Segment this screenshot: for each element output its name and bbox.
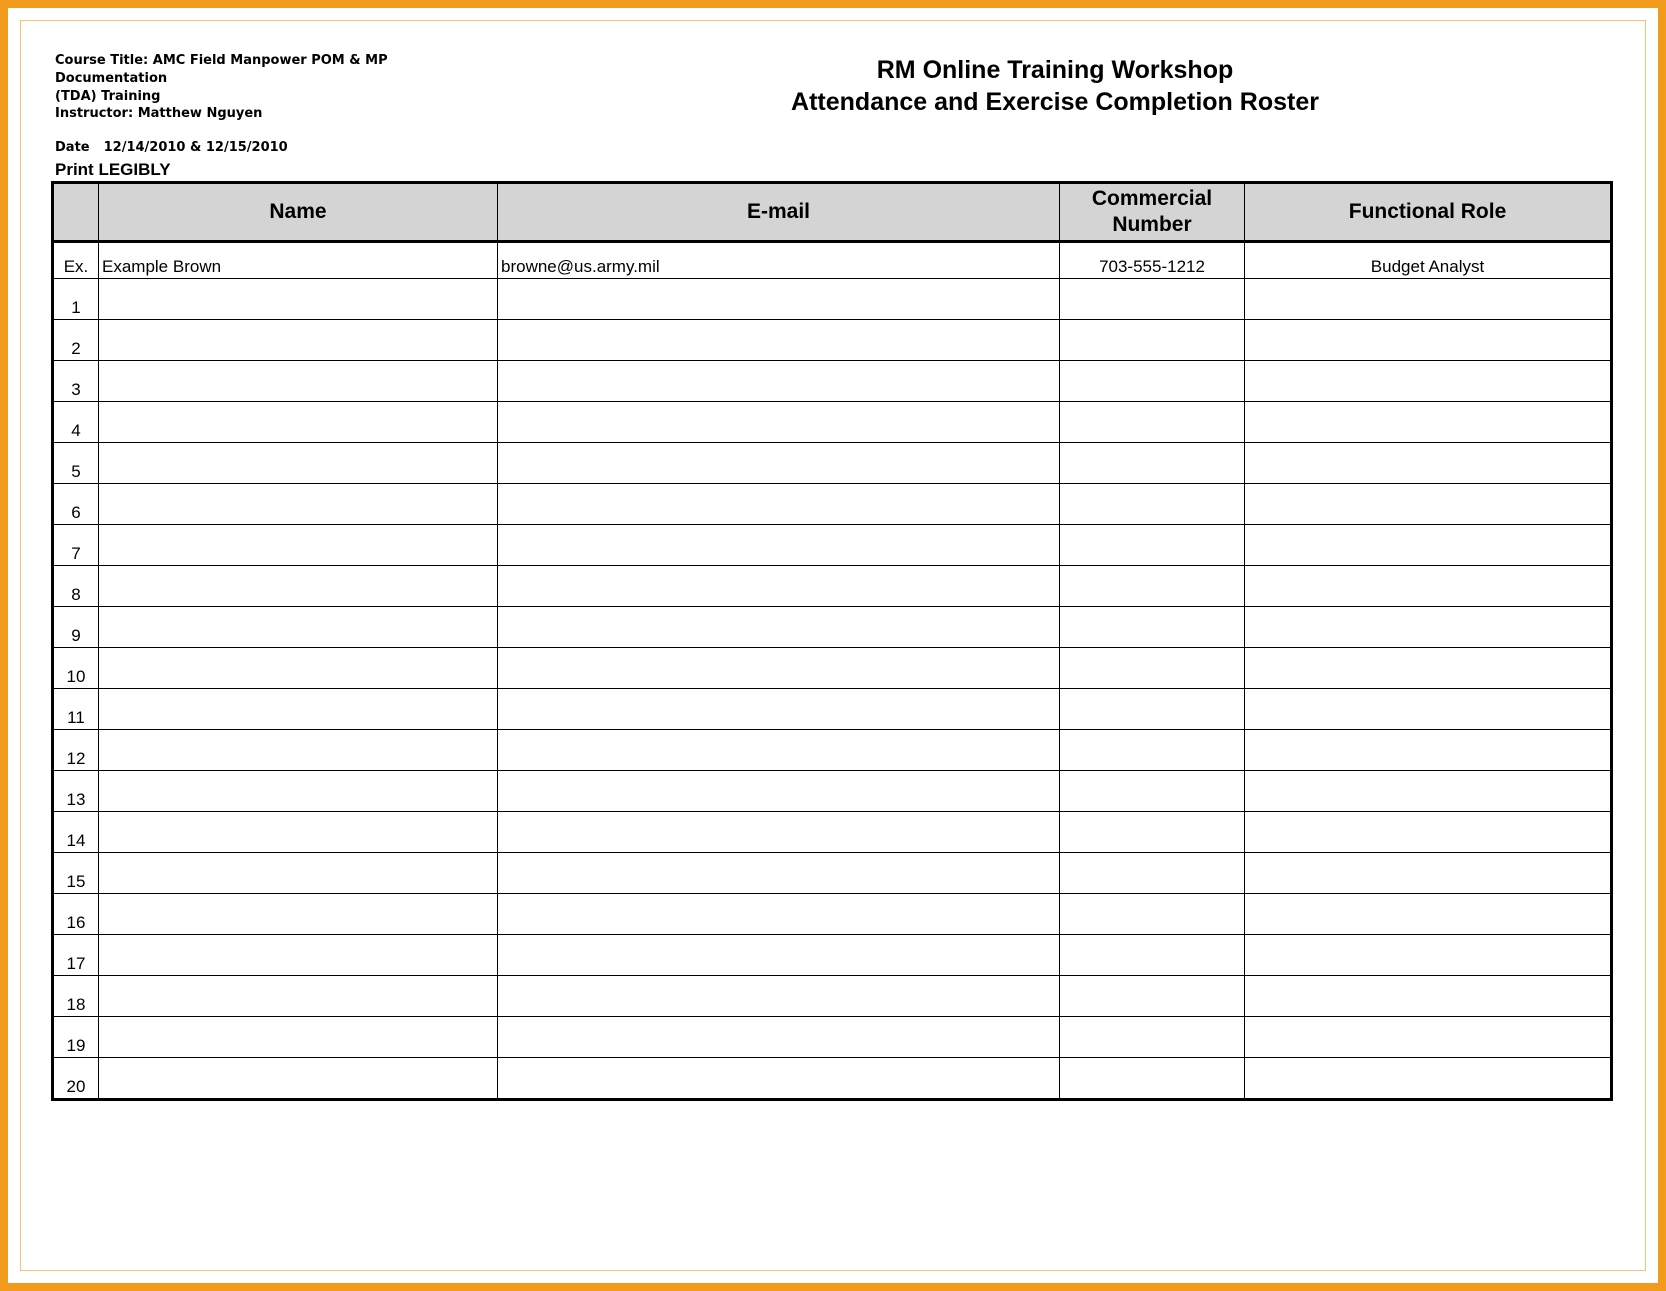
name-cell[interactable] — [99, 1058, 498, 1100]
email-cell[interactable] — [498, 976, 1060, 1017]
row-number: 12 — [53, 730, 99, 771]
instructor-line: Instructor: Matthew Nguyen — [55, 106, 263, 121]
name-cell[interactable] — [99, 525, 498, 566]
functional-role-cell[interactable] — [1245, 443, 1612, 484]
title-line2: Attendance and Exercise Completion Roster — [791, 88, 1319, 116]
row-number: 8 — [53, 566, 99, 607]
email-cell[interactable] — [498, 443, 1060, 484]
example-email: browne@us.army.mil — [498, 242, 1060, 279]
row-number: 2 — [53, 320, 99, 361]
name-cell[interactable] — [99, 607, 498, 648]
functional-role-cell[interactable] — [1245, 320, 1612, 361]
table-row — [53, 935, 1612, 976]
course-title-line1: Course Title: AMC Field Manpower POM & MP Documentation — [55, 53, 388, 86]
table-row — [53, 1017, 1612, 1058]
example-name: Example Brown — [99, 242, 498, 279]
row-number: 20 — [53, 1058, 99, 1100]
row-number: 9 — [53, 607, 99, 648]
commercial-number-cell[interactable] — [1060, 361, 1245, 402]
name-cell[interactable] — [99, 361, 498, 402]
email-cell[interactable] — [498, 771, 1060, 812]
commercial-number-cell[interactable] — [1060, 525, 1245, 566]
table-row — [53, 648, 1612, 689]
table-row — [53, 566, 1612, 607]
table-row — [53, 730, 1612, 771]
commercial-number-cell[interactable] — [1060, 607, 1245, 648]
email-cell[interactable] — [498, 894, 1060, 935]
row-number: 15 — [53, 853, 99, 894]
example-label: Ex. — [53, 242, 99, 279]
row-number: 16 — [53, 894, 99, 935]
name-cell[interactable] — [99, 484, 498, 525]
email-cell[interactable] — [498, 361, 1060, 402]
functional-role-cell[interactable] — [1245, 935, 1612, 976]
col-header-number — [53, 183, 99, 242]
name-cell[interactable] — [99, 853, 498, 894]
functional-role-cell[interactable] — [1245, 689, 1612, 730]
commercial-number-cell[interactable] — [1060, 730, 1245, 771]
course-title — [55, 52, 495, 106]
functional-role-cell[interactable] — [1245, 1017, 1612, 1058]
email-cell[interactable] — [498, 689, 1060, 730]
functional-role-cell[interactable] — [1245, 607, 1612, 648]
commercial-number-cell[interactable] — [1060, 853, 1245, 894]
commercial-number-cell[interactable] — [1060, 1017, 1245, 1058]
functional-role-cell[interactable] — [1245, 976, 1612, 1017]
name-cell[interactable] — [99, 771, 498, 812]
email-cell[interactable] — [498, 730, 1060, 771]
commercial-number-cell[interactable] — [1060, 771, 1245, 812]
name-cell[interactable] — [99, 730, 498, 771]
email-cell[interactable] — [498, 402, 1060, 443]
table-row — [53, 812, 1612, 853]
col-header-functional-role: Functional Role — [1245, 183, 1612, 242]
row-number: 10 — [53, 648, 99, 689]
table-row — [53, 1058, 1612, 1100]
name-cell[interactable] — [99, 935, 498, 976]
name-cell[interactable] — [99, 443, 498, 484]
col-header-email: E-mail — [498, 183, 1060, 242]
email-cell[interactable] — [498, 525, 1060, 566]
name-cell[interactable] — [99, 402, 498, 443]
page-title — [760, 54, 1350, 118]
email-cell[interactable] — [498, 935, 1060, 976]
email-cell[interactable] — [498, 853, 1060, 894]
commercial-number-cell[interactable] — [1060, 279, 1245, 320]
table-row — [53, 976, 1612, 1017]
row-number: 6 — [53, 484, 99, 525]
commercial-number-cell[interactable] — [1060, 976, 1245, 1017]
functional-role-cell[interactable] — [1245, 566, 1612, 607]
row-number: 18 — [53, 976, 99, 1017]
commercial-number-cell[interactable] — [1060, 484, 1245, 525]
date-value: 12/14/2010 & 12/15/2010 — [103, 140, 288, 155]
functional-role-cell[interactable] — [1245, 279, 1612, 320]
functional-role-cell[interactable] — [1245, 402, 1612, 443]
commercial-number-cell[interactable] — [1060, 1058, 1245, 1100]
email-cell[interactable] — [498, 1017, 1060, 1058]
email-cell[interactable] — [498, 607, 1060, 648]
title-line1: RM Online Training Workshop — [876, 56, 1234, 84]
course-title-line2: (TDA) Training — [55, 89, 161, 104]
table-row — [53, 689, 1612, 730]
name-cell[interactable] — [99, 279, 498, 320]
table-row — [53, 320, 1612, 361]
name-cell[interactable] — [99, 894, 498, 935]
row-number: 7 — [53, 525, 99, 566]
row-number: 17 — [53, 935, 99, 976]
functional-role-cell[interactable] — [1245, 812, 1612, 853]
row-number: 4 — [53, 402, 99, 443]
functional-role-cell[interactable] — [1245, 730, 1612, 771]
functional-role-cell[interactable] — [1245, 361, 1612, 402]
functional-role-cell[interactable] — [1245, 1058, 1612, 1100]
name-cell[interactable] — [99, 812, 498, 853]
commercial-number-cell[interactable] — [1060, 402, 1245, 443]
functional-role-cell[interactable] — [1245, 894, 1612, 935]
functional-role-cell[interactable] — [1245, 853, 1612, 894]
example-phone: 703-555-1212 — [1060, 242, 1245, 279]
email-cell[interactable] — [498, 648, 1060, 689]
date-label: Date — [55, 140, 90, 155]
table-row — [53, 484, 1612, 525]
row-number: 14 — [53, 812, 99, 853]
commercial-number-cell[interactable] — [1060, 320, 1245, 361]
name-cell[interactable] — [99, 566, 498, 607]
email-cell[interactable] — [498, 1058, 1060, 1100]
functional-role-cell[interactable] — [1245, 484, 1612, 525]
table-row — [53, 607, 1612, 648]
row-number: 13 — [53, 771, 99, 812]
commercial-number-cell[interactable] — [1060, 935, 1245, 976]
email-cell[interactable] — [498, 279, 1060, 320]
commercial-number-cell[interactable] — [1060, 894, 1245, 935]
table-row — [53, 443, 1612, 484]
email-cell[interactable] — [498, 484, 1060, 525]
email-cell[interactable] — [498, 812, 1060, 853]
table-row — [53, 894, 1612, 935]
commercial-number-cell[interactable] — [1060, 443, 1245, 484]
name-cell[interactable] — [99, 320, 498, 361]
print-legibly-note: Print LEGIBLY — [55, 160, 171, 179]
table-row — [53, 402, 1612, 443]
commercial-number-cell[interactable] — [1060, 566, 1245, 607]
table-header-row — [53, 183, 1612, 242]
name-cell[interactable] — [99, 1017, 498, 1058]
functional-role-cell[interactable] — [1245, 648, 1612, 689]
example-row — [53, 242, 1612, 279]
commercial-number-cell[interactable] — [1060, 812, 1245, 853]
example-role: Budget Analyst — [1245, 242, 1612, 279]
roster-table — [51, 181, 1613, 1101]
email-cell[interactable] — [498, 320, 1060, 361]
table-row — [53, 279, 1612, 320]
table-row — [53, 771, 1612, 812]
name-cell[interactable] — [99, 689, 498, 730]
table-row — [53, 361, 1612, 402]
col-header-name: Name — [99, 183, 498, 242]
functional-role-cell[interactable] — [1245, 525, 1612, 566]
row-number: 1 — [53, 279, 99, 320]
email-cell[interactable] — [498, 566, 1060, 607]
name-cell[interactable] — [99, 648, 498, 689]
functional-role-cell[interactable] — [1245, 771, 1612, 812]
name-cell[interactable] — [99, 976, 498, 1017]
row-number: 5 — [53, 443, 99, 484]
table-row — [53, 853, 1612, 894]
commercial-number-cell[interactable] — [1060, 648, 1245, 689]
row-number: 11 — [53, 689, 99, 730]
row-number: 3 — [53, 361, 99, 402]
row-number: 19 — [53, 1017, 99, 1058]
table-row — [53, 525, 1612, 566]
date-line — [55, 140, 288, 155]
col-header-commercial-number: Commercial Number — [1060, 183, 1245, 242]
commercial-number-cell[interactable] — [1060, 689, 1245, 730]
